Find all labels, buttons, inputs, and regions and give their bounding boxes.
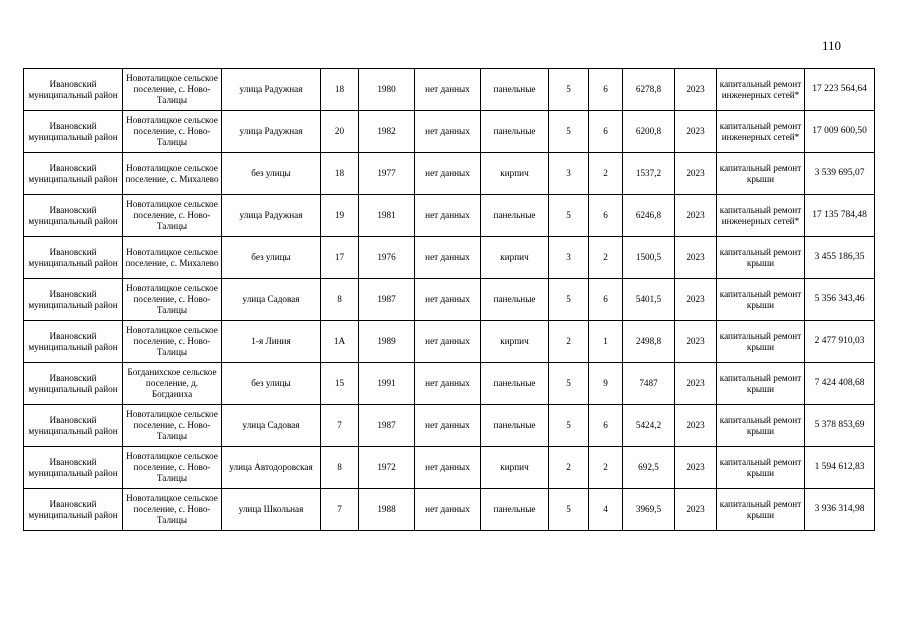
wall-material-cell: кирпич bbox=[481, 237, 549, 279]
settlement-cell: Новоталицкое сельское поселение, с. Михалево bbox=[123, 237, 222, 279]
area-cell: 5401,5 bbox=[623, 279, 675, 321]
info-cell: нет данных bbox=[415, 363, 481, 405]
entrances-cell: 4 bbox=[589, 489, 623, 531]
entrances-cell: 6 bbox=[589, 69, 623, 111]
cost-cell: 3 455 186,35 bbox=[805, 237, 875, 279]
info-cell: нет данных bbox=[415, 279, 481, 321]
settlement-cell: Богданихское сельское поселение, д. Богданиха bbox=[123, 363, 222, 405]
entrances-cell: 9 bbox=[589, 363, 623, 405]
district-cell: Ивановский муниципальный район bbox=[24, 489, 123, 531]
build-year-cell: 1982 bbox=[359, 111, 415, 153]
house-number-cell: 18 bbox=[321, 153, 359, 195]
district-cell: Ивановский муниципальный район bbox=[24, 405, 123, 447]
floors-cell: 3 bbox=[549, 237, 589, 279]
floors-cell: 2 bbox=[549, 321, 589, 363]
area-cell: 2498,8 bbox=[623, 321, 675, 363]
build-year-cell: 1989 bbox=[359, 321, 415, 363]
info-cell: нет данных bbox=[415, 153, 481, 195]
work-type-cell: капитальный ремонт инженерных сетей* bbox=[717, 69, 805, 111]
house-number-cell: 8 bbox=[321, 279, 359, 321]
cost-cell: 17 223 564,64 bbox=[805, 69, 875, 111]
wall-material-cell: панельные bbox=[481, 489, 549, 531]
entrances-cell: 2 bbox=[589, 447, 623, 489]
district-cell: Ивановский муниципальный район bbox=[24, 195, 123, 237]
table-body bbox=[24, 69, 875, 531]
year-cell: 2023 bbox=[675, 153, 717, 195]
year-cell: 2023 bbox=[675, 111, 717, 153]
settlement-cell: Новоталицкое сельское поселение, с. Ново-Талицы bbox=[123, 405, 222, 447]
floors-cell: 5 bbox=[549, 405, 589, 447]
house-number-cell: 15 bbox=[321, 363, 359, 405]
district-cell: Ивановский муниципальный район bbox=[24, 363, 123, 405]
settlement-cell: Новоталицкое сельское поселение, с. Михалево bbox=[123, 153, 222, 195]
table-row bbox=[24, 489, 875, 531]
house-number-cell: 17 bbox=[321, 237, 359, 279]
year-cell: 2023 bbox=[675, 489, 717, 531]
cost-cell: 7 424 408,68 bbox=[805, 363, 875, 405]
entrances-cell: 6 bbox=[589, 111, 623, 153]
area-cell: 1500,5 bbox=[623, 237, 675, 279]
area-cell: 6200,8 bbox=[623, 111, 675, 153]
wall-material-cell: панельные bbox=[481, 279, 549, 321]
district-cell: Ивановский муниципальный район bbox=[24, 279, 123, 321]
table-row bbox=[24, 237, 875, 279]
year-cell: 2023 bbox=[675, 363, 717, 405]
street-cell: без улицы bbox=[222, 153, 321, 195]
floors-cell: 5 bbox=[549, 279, 589, 321]
info-cell: нет данных bbox=[415, 237, 481, 279]
info-cell: нет данных bbox=[415, 405, 481, 447]
floors-cell: 5 bbox=[549, 111, 589, 153]
info-cell: нет данных bbox=[415, 111, 481, 153]
build-year-cell: 1976 bbox=[359, 237, 415, 279]
table-row bbox=[24, 195, 875, 237]
build-year-cell: 1991 bbox=[359, 363, 415, 405]
cost-cell: 5 356 343,46 bbox=[805, 279, 875, 321]
entrances-cell: 6 bbox=[589, 279, 623, 321]
street-cell: без улицы bbox=[222, 363, 321, 405]
work-type-cell: капитальный ремонт крыши bbox=[717, 447, 805, 489]
cost-cell: 3 936 314,98 bbox=[805, 489, 875, 531]
floors-cell: 5 bbox=[549, 195, 589, 237]
floors-cell: 5 bbox=[549, 69, 589, 111]
area-cell: 6278,8 bbox=[623, 69, 675, 111]
work-type-cell: капитальный ремонт крыши bbox=[717, 279, 805, 321]
cost-cell: 5 378 853,69 bbox=[805, 405, 875, 447]
district-cell: Ивановский муниципальный район bbox=[24, 321, 123, 363]
settlement-cell: Новоталицкое сельское поселение, с. Ново-Талицы bbox=[123, 489, 222, 531]
work-type-cell: капитальный ремонт крыши bbox=[717, 363, 805, 405]
floors-cell: 3 bbox=[549, 153, 589, 195]
wall-material-cell: панельные bbox=[481, 363, 549, 405]
house-number-cell: 7 bbox=[321, 405, 359, 447]
floors-cell: 2 bbox=[549, 447, 589, 489]
build-year-cell: 1981 bbox=[359, 195, 415, 237]
cost-cell: 17 009 600,50 bbox=[805, 111, 875, 153]
area-cell: 7487 bbox=[623, 363, 675, 405]
work-type-cell: капитальный ремонт крыши bbox=[717, 489, 805, 531]
area-cell: 692,5 bbox=[623, 447, 675, 489]
entrances-cell: 2 bbox=[589, 237, 623, 279]
work-type-cell: капитальный ремонт крыши bbox=[717, 237, 805, 279]
year-cell: 2023 bbox=[675, 237, 717, 279]
district-cell: Ивановский муниципальный район bbox=[24, 111, 123, 153]
build-year-cell: 1987 bbox=[359, 405, 415, 447]
house-number-cell: 20 bbox=[321, 111, 359, 153]
table-row bbox=[24, 111, 875, 153]
info-cell: нет данных bbox=[415, 69, 481, 111]
street-cell: улица Радужная bbox=[222, 69, 321, 111]
settlement-cell: Новоталицкое сельское поселение, с. Ново-Талицы bbox=[123, 111, 222, 153]
table-row bbox=[24, 363, 875, 405]
year-cell: 2023 bbox=[675, 405, 717, 447]
info-cell: нет данных bbox=[415, 447, 481, 489]
table-row bbox=[24, 153, 875, 195]
house-number-cell: 8 bbox=[321, 447, 359, 489]
wall-material-cell: панельные bbox=[481, 69, 549, 111]
info-cell: нет данных bbox=[415, 489, 481, 531]
district-cell: Ивановский муниципальный район bbox=[24, 447, 123, 489]
entrances-cell: 2 bbox=[589, 153, 623, 195]
settlement-cell: Новоталицкое сельское поселение, с. Ново-Талицы bbox=[123, 279, 222, 321]
housing-repair-table bbox=[23, 68, 875, 531]
table-row bbox=[24, 405, 875, 447]
work-type-cell: капитальный ремонт крыши bbox=[717, 405, 805, 447]
build-year-cell: 1988 bbox=[359, 489, 415, 531]
wall-material-cell: панельные bbox=[481, 405, 549, 447]
house-number-cell: 18 bbox=[321, 69, 359, 111]
street-cell: улица Садовая bbox=[222, 279, 321, 321]
table-row bbox=[24, 69, 875, 111]
area-cell: 5424,2 bbox=[623, 405, 675, 447]
settlement-cell: Новоталицкое сельское поселение, с. Ново-Талицы bbox=[123, 321, 222, 363]
settlement-cell: Новоталицкое сельское поселение, с. Ново-Талицы bbox=[123, 69, 222, 111]
settlement-cell: Новоталицкое сельское поселение, с. Ново-Талицы bbox=[123, 447, 222, 489]
street-cell: улица Радужная bbox=[222, 195, 321, 237]
year-cell: 2023 bbox=[675, 279, 717, 321]
district-cell: Ивановский муниципальный район bbox=[24, 69, 123, 111]
work-type-cell: капитальный ремонт крыши bbox=[717, 153, 805, 195]
street-cell: улица Радужная bbox=[222, 111, 321, 153]
year-cell: 2023 bbox=[675, 69, 717, 111]
street-cell: улица Автодоровская bbox=[222, 447, 321, 489]
cost-cell: 3 539 695,07 bbox=[805, 153, 875, 195]
year-cell: 2023 bbox=[675, 447, 717, 489]
house-number-cell: 1А bbox=[321, 321, 359, 363]
build-year-cell: 1972 bbox=[359, 447, 415, 489]
district-cell: Ивановский муниципальный район bbox=[24, 237, 123, 279]
year-cell: 2023 bbox=[675, 195, 717, 237]
area-cell: 3969,5 bbox=[623, 489, 675, 531]
entrances-cell: 1 bbox=[589, 321, 623, 363]
info-cell: нет данных bbox=[415, 321, 481, 363]
wall-material-cell: кирпич bbox=[481, 153, 549, 195]
street-cell: 1-я Линия bbox=[222, 321, 321, 363]
street-cell: улица Школьная bbox=[222, 489, 321, 531]
work-type-cell: капитальный ремонт инженерных сетей* bbox=[717, 111, 805, 153]
entrances-cell: 6 bbox=[589, 405, 623, 447]
cost-cell: 17 135 784,48 bbox=[805, 195, 875, 237]
work-type-cell: капитальный ремонт инженерных сетей* bbox=[717, 195, 805, 237]
table-row bbox=[24, 279, 875, 321]
street-cell: улица Садовая bbox=[222, 405, 321, 447]
build-year-cell: 1977 bbox=[359, 153, 415, 195]
build-year-cell: 1987 bbox=[359, 279, 415, 321]
area-cell: 6246,8 bbox=[623, 195, 675, 237]
district-cell: Ивановский муниципальный район bbox=[24, 153, 123, 195]
wall-material-cell: панельные bbox=[481, 111, 549, 153]
cost-cell: 2 477 910,03 bbox=[805, 321, 875, 363]
street-cell: без улицы bbox=[222, 237, 321, 279]
table-row bbox=[24, 321, 875, 363]
info-cell: нет данных bbox=[415, 195, 481, 237]
wall-material-cell: кирпич bbox=[481, 321, 549, 363]
floors-cell: 5 bbox=[549, 489, 589, 531]
work-type-cell: капитальный ремонт крыши bbox=[717, 321, 805, 363]
entrances-cell: 6 bbox=[589, 195, 623, 237]
house-number-cell: 19 bbox=[321, 195, 359, 237]
build-year-cell: 1980 bbox=[359, 69, 415, 111]
cost-cell: 1 594 612,83 bbox=[805, 447, 875, 489]
year-cell: 2023 bbox=[675, 321, 717, 363]
floors-cell: 5 bbox=[549, 363, 589, 405]
house-number-cell: 7 bbox=[321, 489, 359, 531]
settlement-cell: Новоталицкое сельское поселение, с. Ново-Талицы bbox=[123, 195, 222, 237]
wall-material-cell: панельные bbox=[481, 195, 549, 237]
wall-material-cell: кирпич bbox=[481, 447, 549, 489]
page-number: 110 bbox=[822, 38, 842, 53]
area-cell: 1537,2 bbox=[623, 153, 675, 195]
table-row bbox=[24, 447, 875, 489]
